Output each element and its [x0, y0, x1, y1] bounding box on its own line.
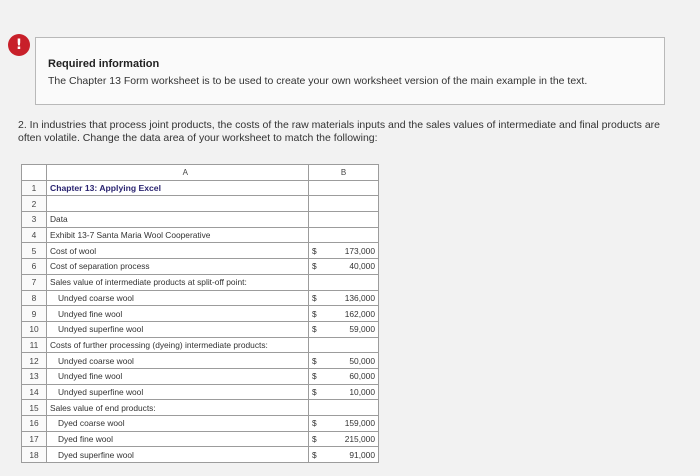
cell-b-content	[312, 387, 375, 397]
cell-value: 40,000	[349, 261, 375, 272]
cell-b-content	[312, 261, 375, 271]
table-row	[22, 353, 379, 369]
cell-value: 159,000	[344, 418, 375, 429]
cell-a-text: Undyed fine wool	[58, 371, 123, 382]
cell-b[interactable]	[309, 290, 379, 306]
cell-a[interactable]	[47, 447, 309, 463]
row-number: 15	[22, 400, 47, 416]
cell-value: 91,000	[349, 449, 375, 460]
currency-symbol: $	[312, 245, 317, 256]
cell-a-text: Exhibit 13-7 Santa Maria Wool Cooperative	[50, 230, 211, 241]
cell-a-text: Undyed coarse wool	[58, 292, 134, 303]
currency-symbol: $	[312, 386, 317, 397]
spreadsheet	[21, 164, 379, 463]
cell-b[interactable]	[309, 196, 379, 212]
table-row	[22, 321, 379, 337]
cell-a-text: Sales value of intermediate products at split-off point:	[50, 277, 247, 288]
table-row	[22, 400, 379, 416]
row-number: 11	[22, 337, 47, 353]
column-header-a: A	[47, 165, 309, 181]
cell-b-content	[312, 371, 375, 381]
cell-a[interactable]	[47, 212, 309, 228]
cell-a-text: Cost of separation process	[50, 261, 150, 272]
cell-a[interactable]	[47, 180, 309, 196]
currency-symbol: $	[312, 418, 317, 429]
cell-a-text: Dyed superfine wool	[58, 449, 134, 460]
cell-b[interactable]	[309, 180, 379, 196]
currency-symbol: $	[312, 308, 317, 319]
table-row	[22, 227, 379, 243]
cell-a[interactable]	[47, 384, 309, 400]
currency-symbol: $	[312, 449, 317, 460]
table-row	[22, 306, 379, 322]
row-number: 1	[22, 180, 47, 196]
sheet-body	[22, 180, 379, 462]
cell-b-content	[312, 418, 375, 428]
cell-value: 50,000	[349, 355, 375, 366]
row-number: 17	[22, 431, 47, 447]
cell-b-content	[312, 356, 375, 366]
table-row	[22, 180, 379, 196]
currency-symbol: $	[312, 292, 317, 303]
cell-a-text: Cost of wool	[50, 245, 97, 256]
cell-b[interactable]	[309, 212, 379, 228]
cell-b[interactable]	[309, 321, 379, 337]
row-number: 9	[22, 306, 47, 322]
cell-b[interactable]	[309, 368, 379, 384]
cell-b[interactable]	[309, 259, 379, 275]
corner-cell	[22, 165, 47, 181]
row-number: 8	[22, 290, 47, 306]
table-row	[22, 212, 379, 228]
row-number: 16	[22, 416, 47, 432]
row-number: 4	[22, 227, 47, 243]
cell-b-content	[312, 450, 375, 460]
cell-a[interactable]	[47, 353, 309, 369]
cell-a[interactable]	[47, 274, 309, 290]
column-header-b: B	[309, 165, 379, 181]
table-row	[22, 416, 379, 432]
cell-a[interactable]	[47, 321, 309, 337]
cell-b[interactable]	[309, 384, 379, 400]
cell-a[interactable]	[47, 243, 309, 259]
table-row	[22, 290, 379, 306]
cell-b[interactable]	[309, 431, 379, 447]
cell-b[interactable]	[309, 274, 379, 290]
cell-a[interactable]	[47, 259, 309, 275]
row-number: 13	[22, 368, 47, 384]
cell-value: 173,000	[344, 245, 375, 256]
cell-a[interactable]	[47, 416, 309, 432]
cell-a[interactable]	[47, 337, 309, 353]
row-number: 18	[22, 447, 47, 463]
column-header-row	[22, 165, 379, 181]
cell-a[interactable]	[47, 368, 309, 384]
table-row	[22, 368, 379, 384]
cell-b[interactable]	[309, 243, 379, 259]
table-row	[22, 274, 379, 290]
cell-a[interactable]	[47, 431, 309, 447]
currency-symbol: $	[312, 261, 317, 272]
cell-a[interactable]	[47, 400, 309, 416]
cell-b-content	[312, 324, 375, 334]
cell-a-text: Chapter 13: Applying Excel	[50, 183, 161, 194]
row-number: 14	[22, 384, 47, 400]
cell-a-text: Costs of further processing (dyeing) intermediate products:	[50, 339, 268, 350]
cell-value: 162,000	[344, 308, 375, 319]
alert-icon: !	[8, 34, 30, 56]
cell-a-text: Undyed coarse wool	[58, 355, 134, 366]
row-number: 6	[22, 259, 47, 275]
cell-b-content	[312, 434, 375, 444]
cell-value: 10,000	[349, 386, 375, 397]
cell-a-text: Dyed coarse wool	[58, 418, 125, 429]
cell-b[interactable]	[309, 337, 379, 353]
cell-a-text: Undyed fine wool	[58, 308, 123, 319]
table-row	[22, 337, 379, 353]
required-title: Required information	[48, 58, 160, 70]
cell-value: 136,000	[344, 292, 375, 303]
cell-a[interactable]	[47, 196, 309, 212]
cell-a-text: Undyed superfine wool	[58, 386, 144, 397]
currency-symbol: $	[312, 371, 317, 382]
cell-b[interactable]	[309, 416, 379, 432]
cell-value: 60,000	[349, 371, 375, 382]
cell-b[interactable]	[309, 306, 379, 322]
cell-a-text: Sales value of end products:	[50, 402, 156, 413]
table-row	[22, 243, 379, 259]
currency-symbol: $	[312, 324, 317, 335]
row-number: 7	[22, 274, 47, 290]
cell-a-text: Dyed fine wool	[58, 434, 113, 445]
cell-b-content	[312, 246, 375, 256]
cell-b-content	[312, 309, 375, 319]
cell-a-text: Undyed superfine wool	[58, 324, 144, 335]
cell-a[interactable]	[47, 227, 309, 243]
cell-value: 215,000	[344, 434, 375, 445]
cell-a-text: Data	[50, 214, 68, 225]
currency-symbol: $	[312, 355, 317, 366]
row-number: 3	[22, 212, 47, 228]
row-number: 12	[22, 353, 47, 369]
required-text: The Chapter 13 Form worksheet is to be used to create your own worksheet version of the main example in the text.	[48, 75, 588, 87]
row-number: 5	[22, 243, 47, 259]
cell-value: 59,000	[349, 324, 375, 335]
cell-b-content	[312, 293, 375, 303]
table-row	[22, 196, 379, 212]
cell-b[interactable]	[309, 400, 379, 416]
required-information-box	[35, 37, 665, 105]
table-row	[22, 447, 379, 463]
table-row	[22, 259, 379, 275]
row-number: 2	[22, 196, 47, 212]
table-row	[22, 431, 379, 447]
currency-symbol: $	[312, 434, 317, 445]
row-number: 10	[22, 321, 47, 337]
cell-a[interactable]	[47, 290, 309, 306]
cell-b[interactable]	[309, 353, 379, 369]
cell-a[interactable]	[47, 306, 309, 322]
question-text: 2. In industries that process joint products, the costs of the raw materials inputs and the sales values of intermediate and final products are often volatile. Change the data area of your worksheet to match the following:	[18, 119, 661, 144]
table-row	[22, 384, 379, 400]
cell-b[interactable]	[309, 227, 379, 243]
cell-b[interactable]	[309, 447, 379, 463]
